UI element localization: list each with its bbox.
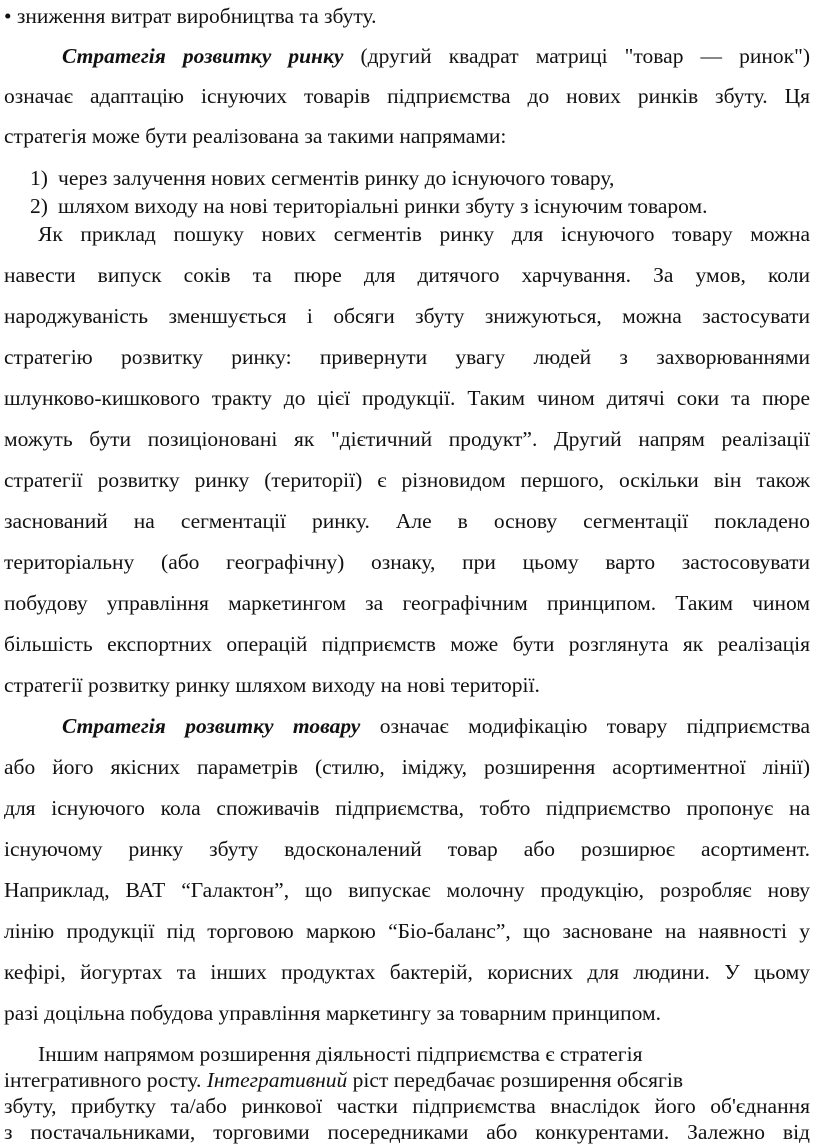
list-text: через залучення нових сегментів ринку до існуючого товару, xyxy=(58,166,615,190)
text-line xyxy=(62,716,810,738)
text-line: для існуючого кола споживачів підприємства, тобто підприємство пропонує на xyxy=(4,796,810,820)
text-line: • зниження витрат виробництва та збуту. xyxy=(4,4,377,28)
list-item xyxy=(30,196,810,218)
emphasis-term: Інтегративний xyxy=(206,1068,348,1092)
text-span: (другий квадрат матриці "товар — ринок") xyxy=(343,44,811,68)
text-line xyxy=(4,1070,784,1092)
text-line: стратегії розвитку ринку шляхом виходу на нові території. xyxy=(4,673,540,697)
text-line: лінію продукції під торговою маркою “Біо-баланс”, що засноване на наявності у xyxy=(4,919,810,943)
text-line: Наприклад, ВАТ “Галактон”, що випускає молочну продукцію, розробляє нову xyxy=(4,878,810,902)
text-line: територіальну (або географічну) ознаку, при цьому варто застосовувати xyxy=(4,550,810,574)
text-line: більшість експортних операцій підприємств може бути розглянута як реалізація xyxy=(4,632,810,656)
text-span: ріст передбачає розширення обсягів xyxy=(347,1068,683,1092)
emphasis-term: Стратегія розвитку ринку xyxy=(62,44,344,68)
text-line: народжуваність зменшується і обсяги збуту знижуються, можна застосувати xyxy=(4,304,810,328)
text-line: існуючому ринку збуту вдосконалений товар або розширює асортимент. xyxy=(4,837,810,861)
text-span: інтегративного росту. xyxy=(4,1068,207,1092)
emphasis-term: Стратегія розвитку товару xyxy=(62,714,361,738)
text-line: Іншим напрямом розширення діяльності підприємства є стратегія xyxy=(38,1042,643,1066)
text-line: означає адаптацію існуючих товарів підприємства до нових ринків збуту. Ця xyxy=(4,84,810,108)
text-line: шлунково-кишкового тракту до цієї продукції. Таким чином дитячі соки та пюре xyxy=(4,386,810,410)
text-line: з постачальниками, торговими посередниками або конкурентами. Залежно від xyxy=(4,1120,810,1144)
text-line: разі доцільна побудова управління маркетингу за товарним принципом. xyxy=(4,1001,661,1025)
list-text: шляхом виходу на нові територіальні ринки збуту з існуючим товаром. xyxy=(58,194,708,218)
text-line: заснований на сегментації ринку. Але в основу сегментації покладено xyxy=(4,509,810,533)
text-line: стратегія може бути реалізована за такими напрямами: xyxy=(4,124,507,148)
text-line: навести випуск соків та пюре для дитячого харчування. За умов, коли xyxy=(4,263,810,287)
text-line xyxy=(62,46,810,68)
text-line: стратегії розвитку ринку (території) є різновидом першого, оскільки він також xyxy=(4,468,810,492)
list-number: 1) xyxy=(30,166,48,190)
text-line: стратегію розвитку ринку: привернути увагу людей з захворюваннями xyxy=(4,345,810,369)
text-line: Як приклад пошуку нових сегментів ринку для існуючого товару можна xyxy=(38,222,810,246)
text-line: кефірі, йогуртах та інших продуктах бактерій, корисних для людини. У цьому xyxy=(4,960,810,984)
text-line: або його якісних параметрів (стилю, іміджу, розширення асортиментної лінії) xyxy=(4,755,810,779)
list-number: 2) xyxy=(30,194,48,218)
text-line: побудову управління маркетингом за географічним принципом. Таким чином xyxy=(4,591,810,615)
text-line: збуту, прибутку та/або ринкової частки підприємства внаслідок його об'єднання xyxy=(4,1094,810,1118)
text-line: можуть бути позиціоновані як "дієтичний продукт”. Другий напрям реалізації xyxy=(4,427,810,451)
text-span: означає модифікацію товару підприємства xyxy=(360,714,811,738)
list-item xyxy=(30,168,810,190)
